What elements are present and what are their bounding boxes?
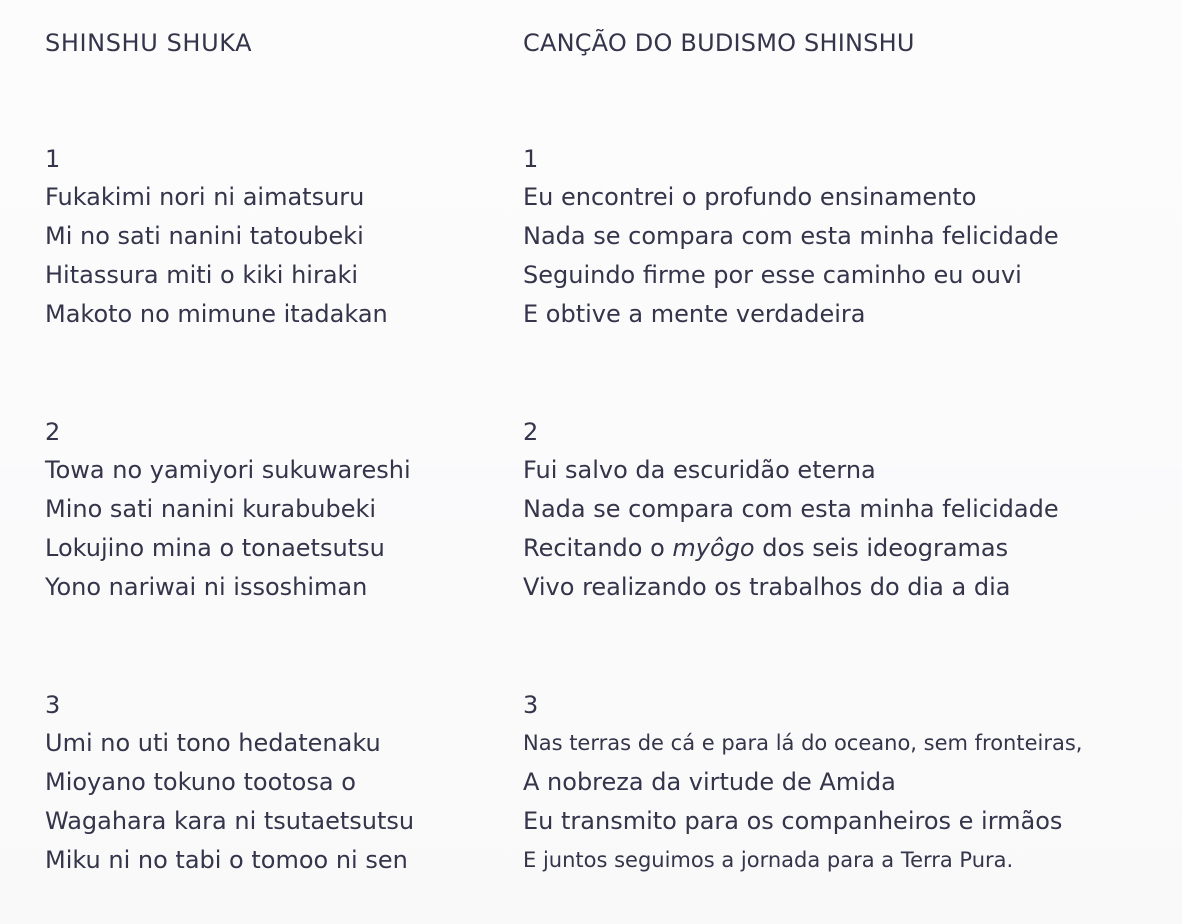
verse-text: dos seis ideogramas: [754, 534, 1009, 562]
verse-line: Nas terras de cá e para lá do oceano, sem fronteiras,: [523, 731, 1083, 755]
romanized-stanza-3: [45, 686, 485, 880]
stanza-number: 2: [523, 418, 539, 446]
verse-text: Recitando o: [523, 534, 673, 562]
verse-line: Yono nariwai ni issoshiman: [45, 573, 368, 601]
verse-line: Fui salvo da escuridão eterna: [523, 456, 876, 484]
verse-line: Nada se compara com esta minha felicidade: [523, 495, 1059, 523]
verse-line: Lokujino mina o tonaetsutsu: [45, 534, 385, 562]
romanized-stanza-2: [45, 413, 485, 607]
translation-stanza-2: [523, 413, 1178, 607]
stanza-number: 1: [523, 145, 539, 173]
verse-line: Hitassura miti o kiki hiraki: [45, 261, 359, 289]
verse-line: Wagahara kara ni tsutaetsutsu: [45, 807, 415, 835]
stanza-number: 2: [45, 418, 61, 446]
verse-line: E juntos seguimos a jornada para a Terra Pura.: [523, 848, 1014, 872]
verse-line: Makoto no mimune itadakan: [45, 300, 388, 328]
verse-line: A nobreza da virtude de Amida: [523, 768, 896, 796]
verse-line-with-italic: [523, 529, 1178, 568]
stanza-number: 1: [45, 145, 61, 173]
verse-line: Mino sati nanini kurabubeki: [45, 495, 377, 523]
verse-line: Mioyano tokuno tootosa o: [45, 768, 356, 796]
verse-line: Eu encontrei o profundo ensinamento: [523, 183, 977, 211]
romanized-title: SHINSHU SHUKA: [45, 29, 253, 57]
verse-line: Umi no uti tono hedatenaku: [45, 729, 381, 757]
stanza-number: 3: [523, 691, 539, 719]
stanza-number: 3: [45, 691, 61, 719]
verse-line: Fukakimi nori ni aimatsuru: [45, 183, 365, 211]
translation-stanza-3: [523, 686, 1178, 880]
romanized-stanza-1: [45, 140, 485, 334]
verse-line: Miku ni no tabi o tomoo ni sen: [45, 846, 408, 874]
translation-title: CANÇÃO DO BUDISMO SHINSHU: [523, 29, 915, 57]
myogo-term: myôgo: [672, 534, 755, 562]
verse-line: Eu transmito para os companheiros e irmãos: [523, 807, 1063, 835]
verse-line: Vivo realizando os trabalhos do dia a dia: [523, 573, 1011, 601]
verse-line: E obtive a mente verdadeira: [523, 300, 866, 328]
verse-line: Mi no sati nanini tatoubeki: [45, 222, 364, 250]
verse-line: Nada se compara com esta minha felicidade: [523, 222, 1059, 250]
verse-line: Towa no yamiyori sukuwareshi: [45, 456, 411, 484]
translation-stanza-1: [523, 140, 1178, 334]
verse-line: Seguindo firme por esse caminho eu ouvi: [523, 261, 1022, 289]
